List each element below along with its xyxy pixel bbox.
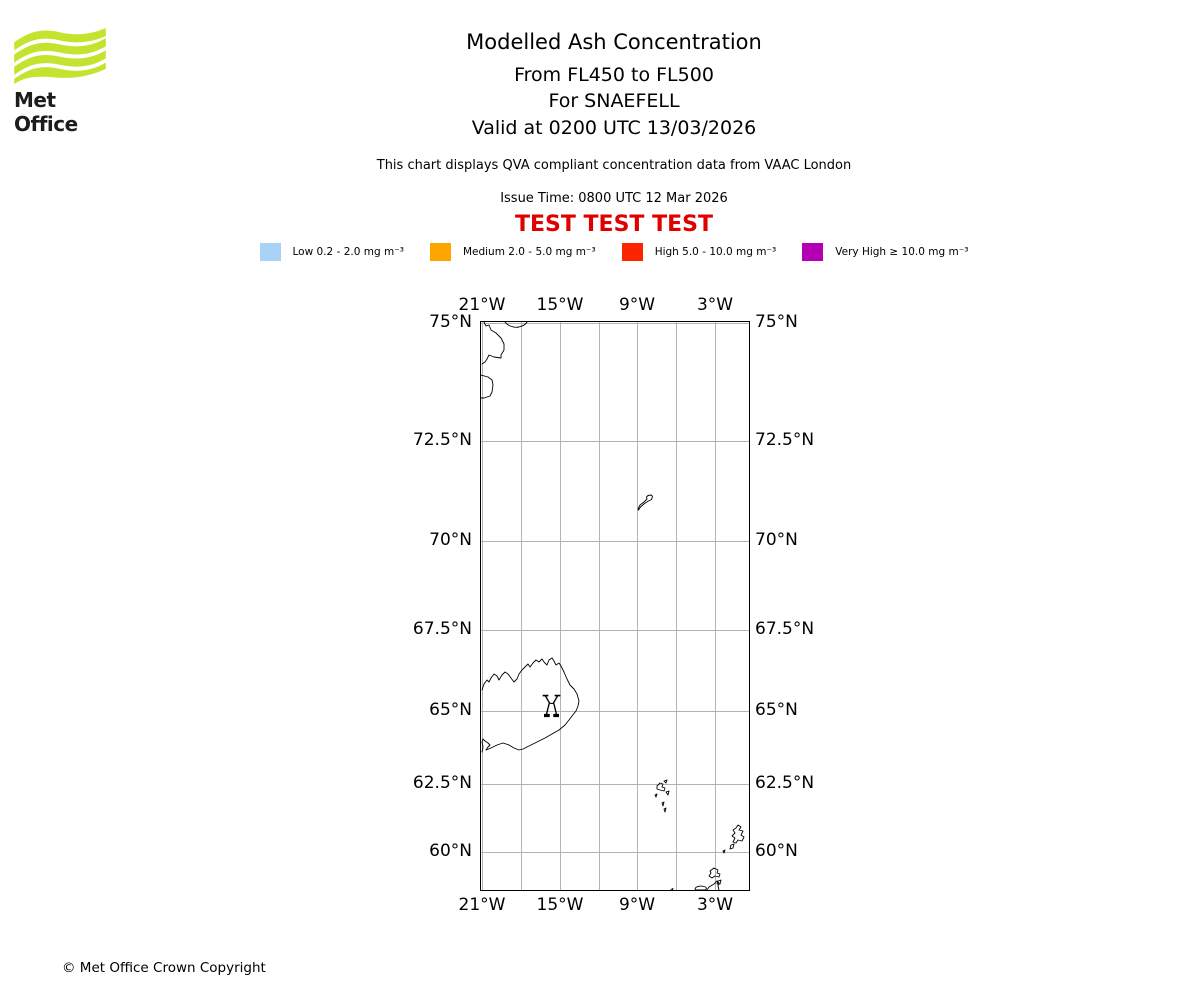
lon-tick-label: 3°W bbox=[696, 295, 734, 315]
lon-tick-label: 15°W bbox=[536, 295, 584, 315]
lat-tick-label: 60°N bbox=[429, 841, 472, 861]
lat-tick-label: 72.5°N bbox=[755, 430, 815, 450]
issue-time: Issue Time: 0800 UTC 12 Mar 2026 bbox=[500, 191, 728, 206]
lat-tick-label: 65°N bbox=[429, 700, 472, 720]
lat-tick-label: 75°N bbox=[755, 312, 798, 332]
lat-tick-label: 60°N bbox=[755, 841, 798, 861]
legend-label: Very High ≥ 10.0 mg m⁻³ bbox=[835, 246, 969, 258]
lat-tick-label: 67.5°N bbox=[755, 619, 815, 639]
lat-tick-label: 67.5°N bbox=[412, 619, 472, 639]
lon-tick-label: 3°W bbox=[696, 895, 734, 915]
logo-wordmark: Met Office bbox=[14, 88, 78, 136]
qva-info-line: This chart displays QVA compliant concentration data from VAAC London bbox=[376, 158, 852, 173]
subtitle-valid-time: Valid at 0200 UTC 13/03/2026 bbox=[471, 117, 757, 139]
subtitle-volcano-name: For SNAEFELL bbox=[548, 90, 680, 112]
lon-tick-label: 9°W bbox=[618, 895, 656, 915]
legend-item-medium bbox=[430, 243, 596, 261]
lat-tick-label: 62.5°N bbox=[412, 773, 472, 793]
volcano-icon bbox=[541, 694, 562, 718]
lon-tick-label: 21°W bbox=[458, 895, 506, 915]
map-panel bbox=[412, 295, 815, 915]
lat-tick-label: 65°N bbox=[755, 700, 798, 720]
lat-tick-label: 70°N bbox=[755, 530, 798, 550]
low-swatch bbox=[260, 243, 281, 261]
coastlines-map bbox=[481, 322, 749, 890]
lon-tick-label: 15°W bbox=[536, 895, 584, 915]
legend-item-low bbox=[260, 243, 404, 261]
subtitle-flight-levels: From FL450 to FL500 bbox=[514, 64, 714, 86]
lat-tick-label: 75°N bbox=[429, 312, 472, 332]
legend-label: High 5.0 - 10.0 mg m⁻³ bbox=[654, 246, 777, 258]
medium-swatch bbox=[430, 243, 451, 261]
page-title: Modelled Ash Concentration bbox=[466, 30, 762, 54]
test-banner: TEST TEST TEST bbox=[515, 212, 713, 237]
copyright-notice: © Met Office Crown Copyright bbox=[62, 960, 266, 976]
legend-label: Low 0.2 - 2.0 mg m⁻³ bbox=[292, 246, 404, 258]
legend-item-high bbox=[622, 243, 777, 261]
lat-tick-label: 62.5°N bbox=[755, 773, 815, 793]
concentration-legend bbox=[28, 243, 1200, 261]
high-swatch bbox=[622, 243, 643, 261]
lat-tick-label: 70°N bbox=[429, 530, 472, 550]
lon-tick-label: 9°W bbox=[618, 295, 656, 315]
legend-label: Medium 2.0 - 5.0 mg m⁻³ bbox=[462, 246, 596, 258]
legend-item-very-high bbox=[802, 243, 968, 261]
lat-tick-label: 72.5°N bbox=[412, 430, 472, 450]
lon-tick-label: 21°W bbox=[458, 295, 506, 315]
very-high-swatch bbox=[802, 243, 823, 261]
